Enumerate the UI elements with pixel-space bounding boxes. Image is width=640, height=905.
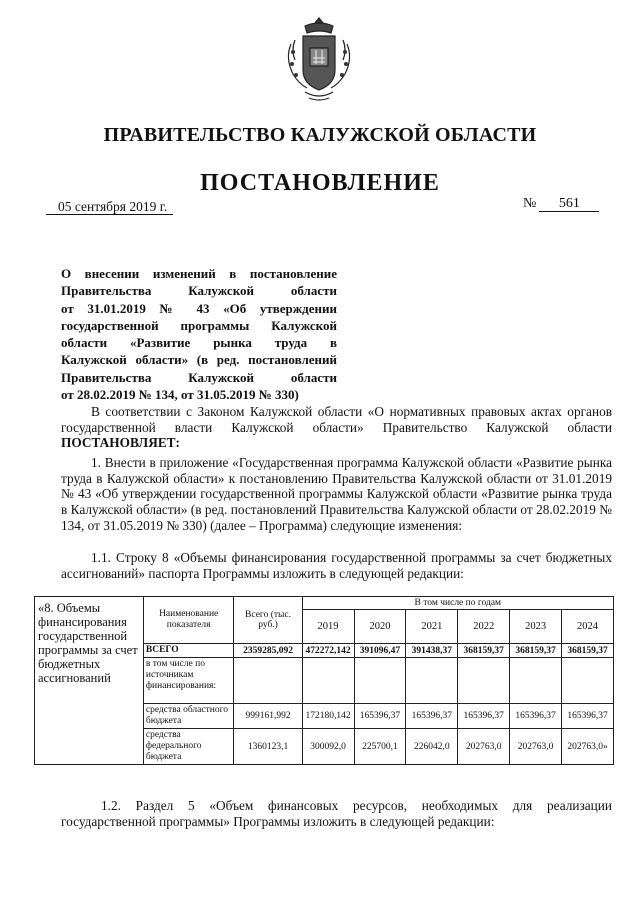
decree-date xyxy=(46,199,173,215)
year-header-cell: 2022 xyxy=(458,610,510,644)
row-label-cell: ВСЕГО xyxy=(143,644,234,658)
year-header-cell: 2019 xyxy=(302,610,354,644)
subject-line: Калужской области» (в ред. постановлений xyxy=(61,352,337,368)
value-cell: 225700,1 xyxy=(354,729,406,765)
financing-table xyxy=(34,596,614,765)
year-header-cell: 2020 xyxy=(354,610,406,644)
subject-line: Правительства Калужской области xyxy=(61,283,337,299)
preamble-paragraph xyxy=(61,404,612,451)
row-total-cell: 2359285,092 xyxy=(234,644,302,658)
number-sign: № xyxy=(523,196,537,211)
value-cell: 368159,37 xyxy=(562,644,614,658)
year-header-cell: 2023 xyxy=(510,610,562,644)
row-8-title-cell: «8. Объемы финансирования государственной программы за счет бюджетных ассигнований xyxy=(35,597,144,765)
row-total-cell: 999161,992 xyxy=(234,704,302,729)
row-label-cell: средства федерального бюджета xyxy=(143,729,234,765)
value-cell xyxy=(458,658,510,704)
subject-line: области «Развитие рынка труда в xyxy=(61,335,337,351)
value-cell: 165396,37 xyxy=(510,704,562,729)
table-header-row xyxy=(35,597,614,610)
row-label-cell: в том числе по источникам финансирования: xyxy=(143,658,234,704)
value-cell xyxy=(354,658,406,704)
subject-line: от 28.02.2019 № 134, от 31.05.2019 № 330) xyxy=(61,387,299,403)
item-1-1-paragraph: 1.1. Строку 8 «Объемы финансирования государственной программы за счет бюджетных ассигнований» паспорта Программы изложить в следующей редакции: xyxy=(61,550,612,581)
value-cell: 165396,37 xyxy=(562,704,614,729)
coat-of-arms-icon xyxy=(283,14,355,104)
item-1-paragraph: 1. Внести в приложение «Государственная программа Калужской области «Развитие рынка труда в Калужской области» к постановлению Правительства Калужской области от 31.01.2019 № 43 «Об утверждении государственной программы Калужской области «Развитие рынка труда в Калужской области» (в ред. постановлений Правительства Калужской области от 28.02.2019 № 134, от 31.05.2019 № 330) (далее – Программа) следующие изменения: xyxy=(61,455,612,533)
year-header-cell: 2024 xyxy=(562,610,614,644)
decree-subject xyxy=(61,265,337,403)
subject-line: О внесении изменений в постановление xyxy=(61,266,337,281)
item-1-2-paragraph: 1.2. Раздел 5 «Объем финансовых ресурсов, необходимых для реализации государственной программы» Программы изложить в следующей редакции: xyxy=(61,798,612,829)
decree-number-value: 561 xyxy=(539,196,599,212)
value-cell: 202763,0 xyxy=(510,729,562,765)
header-total-cell: Всего (тыс. руб.) xyxy=(234,597,302,644)
value-cell: 300092,0 xyxy=(302,729,354,765)
subject-line: от 31.01.2019 № 43 «Об утверждении xyxy=(61,300,337,316)
decree-number xyxy=(523,196,599,212)
value-cell: 165396,37 xyxy=(354,704,406,729)
decree-date-value: 05 сентября 2019 г. xyxy=(46,199,173,215)
value-cell xyxy=(302,658,354,704)
year-header-cell: 2021 xyxy=(406,610,458,644)
row-total-cell: 1360123,1 xyxy=(234,729,302,765)
document-type-title: ПОСТАНОВЛЕНИЕ xyxy=(200,170,440,196)
subject-line: государственной программы Калужской xyxy=(61,317,337,333)
value-cell: 472272,142 xyxy=(302,644,354,658)
preamble-text: В соответствии с Законом Калужской области «О нормативных правовых актах органов государственной власти Калужской области» Правительство Калужской области xyxy=(61,404,612,435)
value-cell: 165396,37 xyxy=(458,704,510,729)
decree-resolves: ПОСТАНОВЛЯЕТ: xyxy=(61,435,180,451)
value-cell: 202763,0» xyxy=(562,729,614,765)
header-name-cell: Наименование показателя xyxy=(143,597,234,644)
value-cell: 391438,37 xyxy=(406,644,458,658)
value-cell: 391096,47 xyxy=(354,644,406,658)
value-cell xyxy=(562,658,614,704)
row-total-cell xyxy=(234,658,302,704)
value-cell: 202763,0 xyxy=(458,729,510,765)
header-years-group-cell: В том числе по годам xyxy=(302,597,613,610)
value-cell: 165396,37 xyxy=(406,704,458,729)
subject-line: Правительства Калужской области xyxy=(61,369,337,385)
value-cell: 226042,0 xyxy=(406,729,458,765)
value-cell: 368159,37 xyxy=(510,644,562,658)
value-cell: 172180,142 xyxy=(302,704,354,729)
government-title: ПРАВИТЕЛЬСТВО КАЛУЖСКОЙ ОБЛАСТИ xyxy=(103,124,537,146)
value-cell xyxy=(510,658,562,704)
row-label-cell: средства областного бюджета xyxy=(143,704,234,729)
value-cell xyxy=(406,658,458,704)
value-cell: 368159,37 xyxy=(458,644,510,658)
